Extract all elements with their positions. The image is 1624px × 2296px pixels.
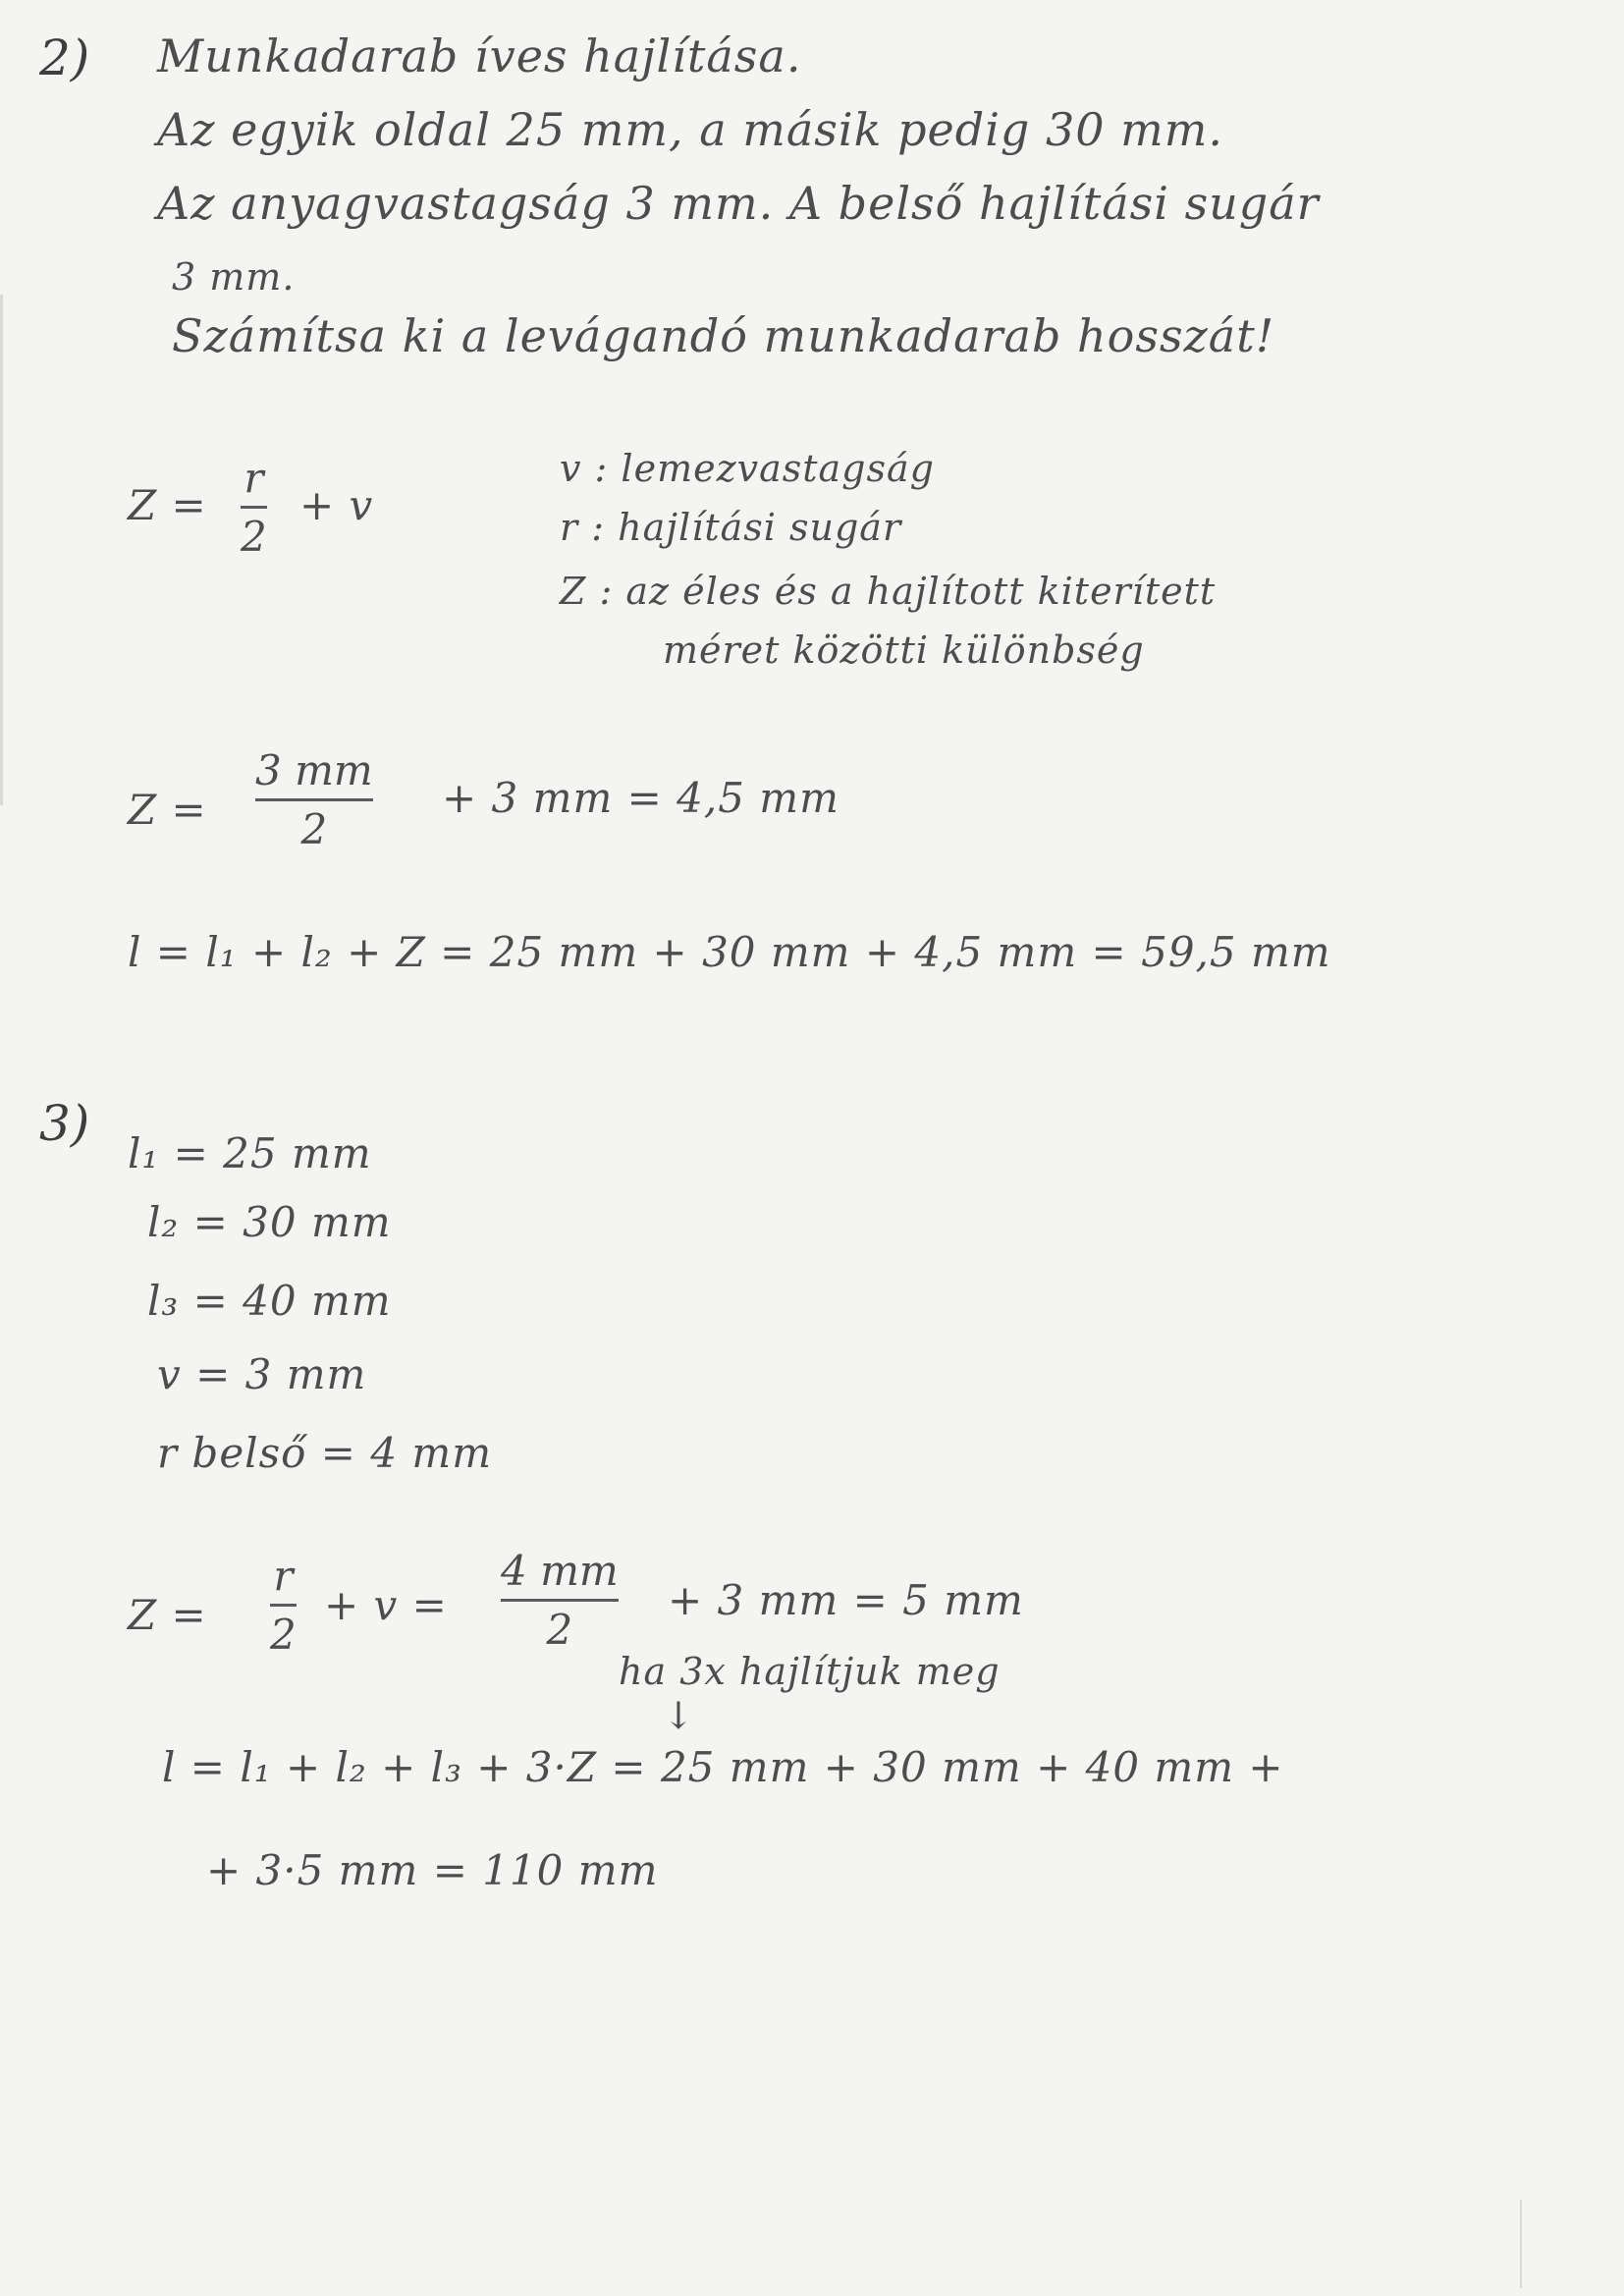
legend-z: Z : az éles és a hajlított kiterített — [560, 570, 1217, 613]
page-edge-mark — [1520, 2200, 1522, 2288]
formula-denominator: 2 — [241, 513, 267, 561]
arrow-down-icon: ↓ — [663, 1694, 695, 1737]
fraction-bar — [255, 798, 373, 801]
formula-rest: + v — [299, 481, 374, 529]
formula-numerator: r — [244, 454, 264, 502]
bend-note: ha 3x hajlítjuk meg — [619, 1650, 1001, 1693]
z-denominator-2: 2 — [546, 1606, 573, 1654]
z-numerator-1: r — [273, 1552, 294, 1600]
formula-fraction — [241, 454, 267, 561]
problem-2-line-1: Munkadarab íves hajlítása. — [157, 29, 802, 82]
fraction-bar — [270, 1604, 297, 1607]
z-fraction-1 — [270, 1552, 297, 1659]
z-numerator-2: 4 mm — [501, 1547, 619, 1595]
length-equation-2: l = l₁ + l₂ + Z = 25 mm + 30 mm + 4,5 mm = 59,5 mm — [128, 928, 1331, 976]
calc-fraction — [255, 746, 373, 853]
problem-2-line-4: 3 mm. — [172, 255, 296, 299]
given-v: v = 3 mm — [157, 1350, 367, 1398]
given-r: r belső = 4 mm — [157, 1429, 493, 1477]
length-equation-3-line-2: + 3·5 mm = 110 mm — [206, 1846, 659, 1894]
problem-2-line-2: Az egyik oldal 25 mm, a másik pedig 30 mm. — [157, 103, 1224, 156]
given-l3: l₃ = 40 mm — [147, 1277, 392, 1325]
given-l1: l₁ = 25 mm — [128, 1129, 372, 1177]
problem-2-line-5: Számítsa ki a levágandó munkadarab hosszát! — [172, 309, 1275, 362]
given-l2: l₂ = 30 mm — [147, 1198, 392, 1246]
legend-r: r : hajlítási sugár — [560, 506, 902, 549]
problem-3-number: 3) — [39, 1095, 90, 1152]
calc-rest: + 3 mm = 4,5 mm — [442, 774, 839, 822]
length-equation-3-line-1: l = l₁ + l₂ + l₃ + 3·Z = 25 mm + 30 mm + 40 mm + — [162, 1743, 1284, 1791]
z-denominator-1: 2 — [270, 1611, 297, 1659]
legend-v: v : lemezvastagság — [560, 447, 935, 490]
problem-2-number: 2) — [39, 29, 90, 86]
z-lhs-3: Z = — [128, 1591, 207, 1639]
problem-2-line-3: Az anyagvastagság 3 mm. A belső hajlítási sugár — [157, 177, 1320, 230]
z-rest-3: + 3 mm = 5 mm — [668, 1576, 1024, 1624]
legend-z-cont: méret közötti különbség — [663, 629, 1145, 672]
calc-numerator: 3 mm — [255, 746, 373, 794]
fraction-bar — [501, 1599, 619, 1602]
z-mid-3: + v = — [324, 1581, 448, 1629]
calc-lhs: Z = — [128, 786, 207, 834]
formula-lhs: Z = — [128, 481, 207, 529]
z-fraction-2 — [501, 1547, 619, 1654]
page-edge-shadow — [0, 295, 3, 805]
calc-denominator: 2 — [300, 805, 328, 853]
fraction-bar — [241, 506, 267, 509]
